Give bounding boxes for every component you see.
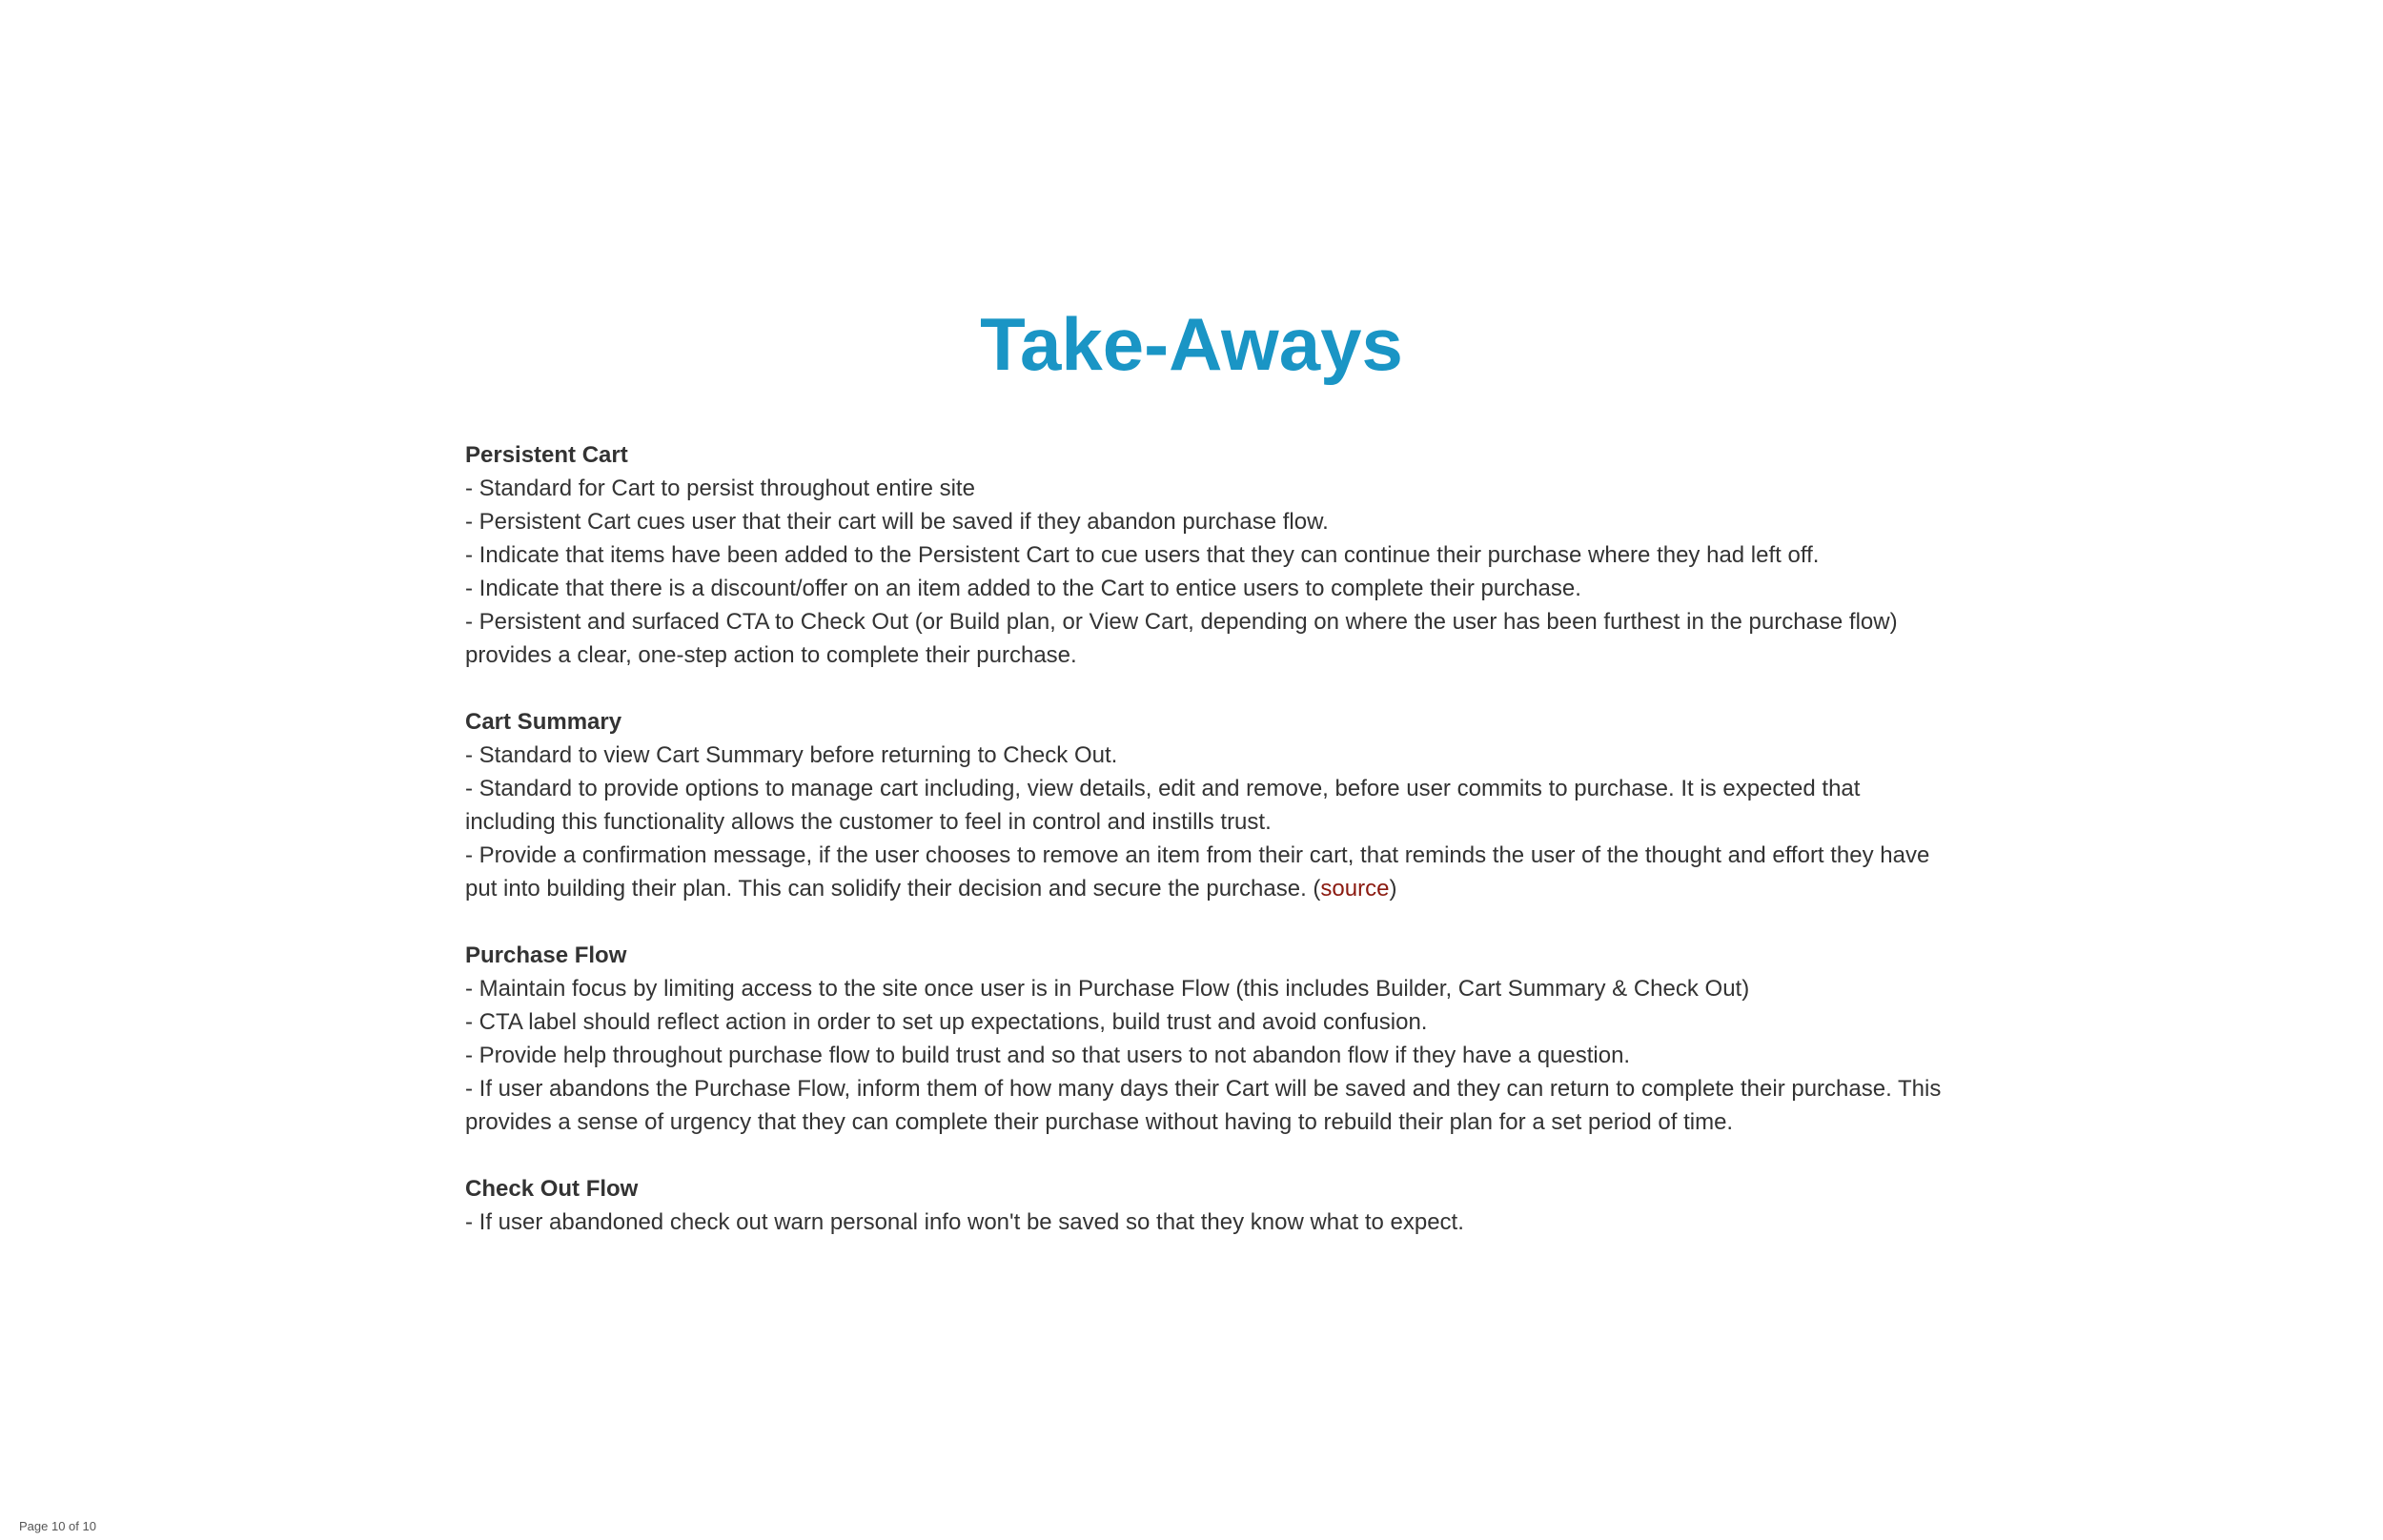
bullet-line: - Provide help throughout purchase flow to build trust and so that users to not abandon flow if they have a question. (465, 1043, 1631, 1068)
bullet-line: - Persistent and surfaced CTA to Check Out (or Build plan, or View Cart, depending on where the user has been furthest in the purchase flow) provides a clear, one-step action to complete their purchase. (465, 609, 1898, 668)
bullet-line: - Maintain focus by limiting access to the site once user is in Purchase Flow (this includes Builder, Cart Summary & Check Out) (465, 976, 1750, 1002)
section-heading: Cart Summary (465, 709, 622, 735)
bullet-text-suffix: ) (1389, 876, 1397, 902)
takeaways-content (465, 438, 1952, 1272)
bullet-line: - Indicate that there is a discount/offer on an item added to the Cart to entice users to complete their purchase. (465, 576, 1581, 601)
bullet-line: - Indicate that items have been added to the Persistent Cart to cue users that they can continue their purchase where they had left off. (465, 542, 1820, 568)
section-heading: Purchase Flow (465, 942, 627, 968)
page-number: Page 10 of 10 (19, 1519, 96, 1533)
bullet-line: - Standard for Cart to persist throughout entire site (465, 476, 975, 501)
bullet-line: - CTA label should reflect action in order to set up expectations, build trust and avoid confusion. (465, 1009, 1428, 1035)
section-check-out-flow (465, 1172, 1952, 1239)
bullet-text: - Provide a confirmation message, if the user chooses to remove an item from their cart, that reminds the user of the thought and effort they have put into building their plan. This can solidify their decision and secure the purchase. ( (465, 842, 1930, 902)
section-persistent-cart (465, 438, 1952, 672)
bullet-line: - Standard to provide options to manage cart including, view details, edit and remove, before user commits to purchase. It is expected that including this functionality allows the customer to feel in control and instills trust. (465, 776, 1861, 835)
bullet-line-with-link (465, 839, 1952, 905)
page-title: Take-Aways (980, 302, 1403, 386)
section-purchase-flow (465, 939, 1952, 1139)
section-heading: Check Out Flow (465, 1176, 639, 1202)
bullet-line: - If user abandons the Purchase Flow, inform them of how many days their Cart will be saved and they can return to complete their purchase. This provides a sense of urgency that they can complete their purchase without having to rebuild their plan for a set period of time. (465, 1076, 1942, 1135)
bullet-line: - Standard to view Cart Summary before returning to Check Out. (465, 742, 1118, 768)
section-cart-summary (465, 705, 1952, 905)
section-heading: Persistent Cart (465, 442, 628, 468)
bullet-line: - If user abandoned check out warn personal info won't be saved so that they know what to expect. (465, 1209, 1464, 1235)
bullet-line: - Persistent Cart cues user that their cart will be saved if they abandon purchase flow. (465, 509, 1329, 535)
source-link[interactable]: source (1320, 876, 1390, 902)
